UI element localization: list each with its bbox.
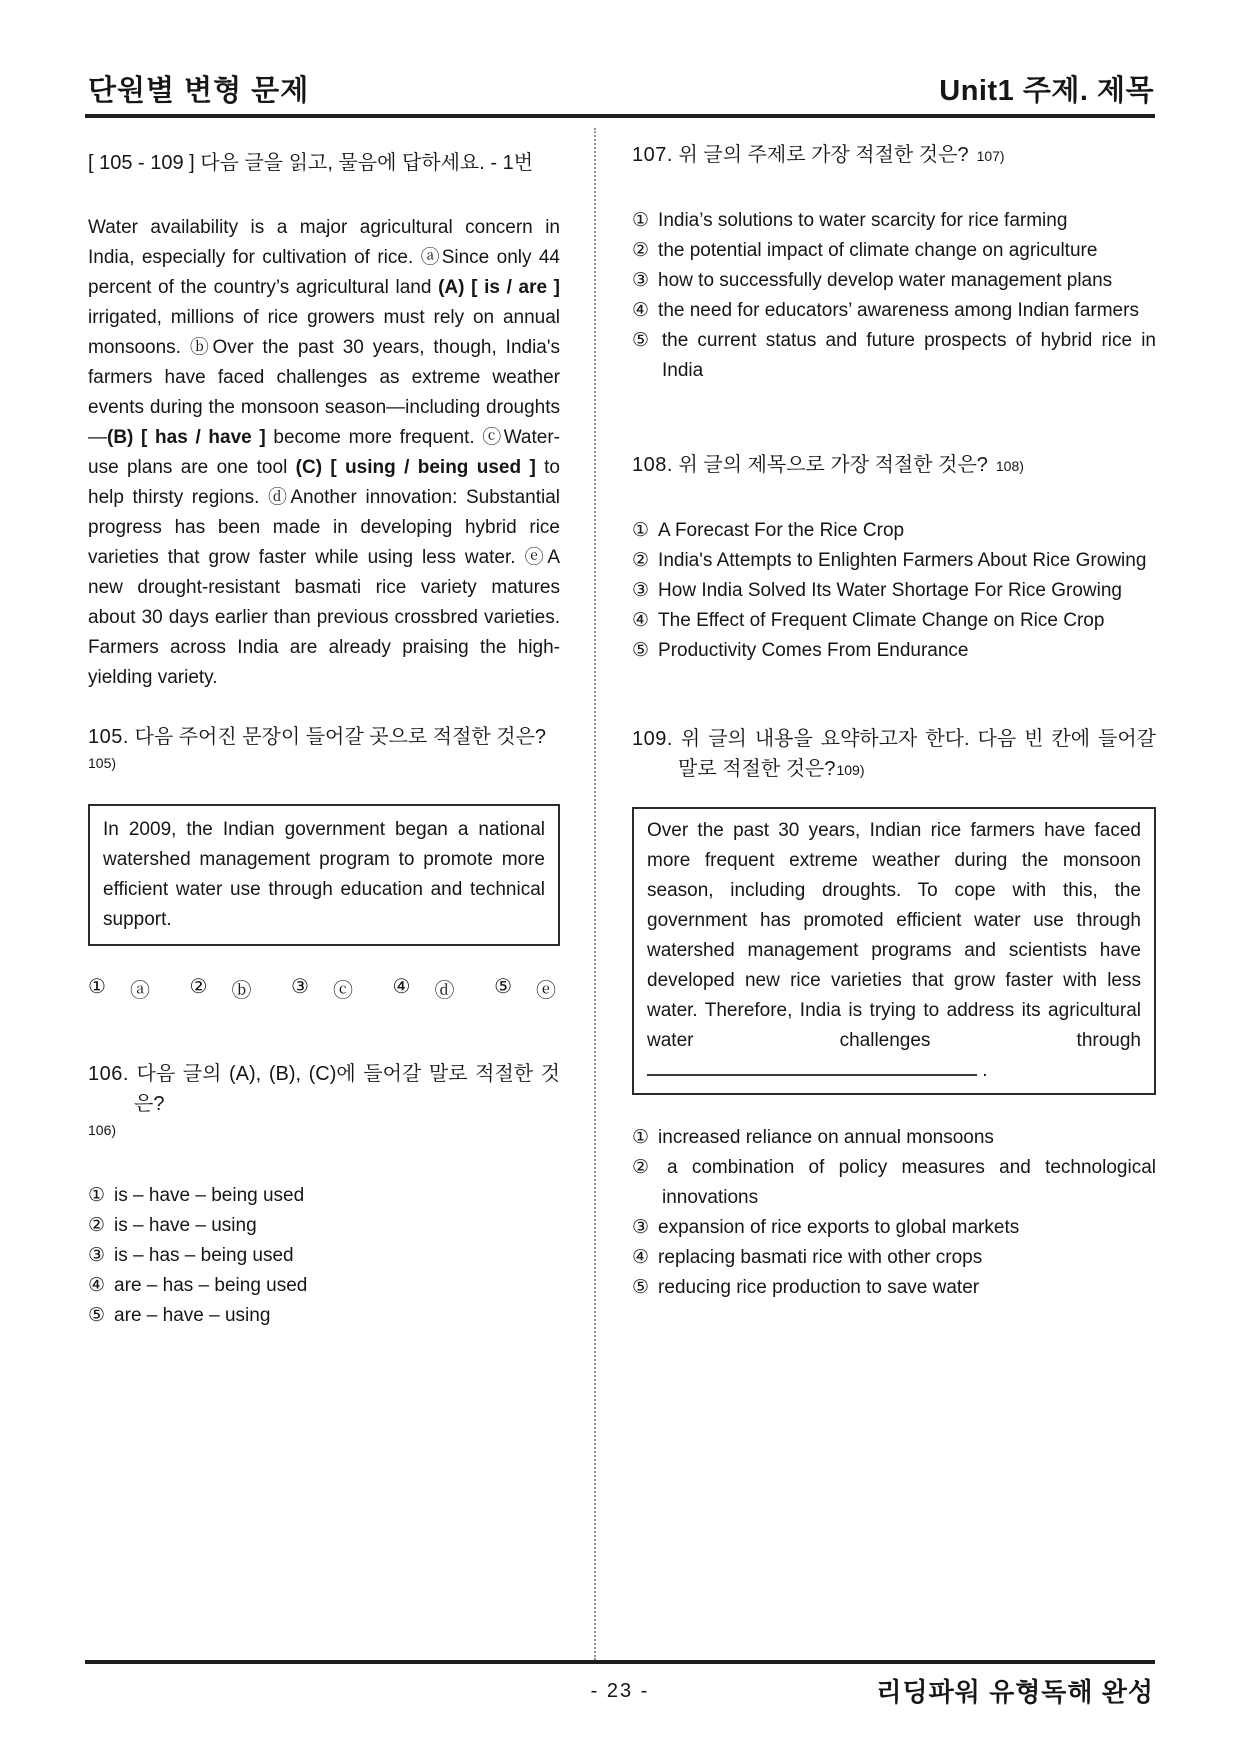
- option-letter: ⓐ: [129, 980, 150, 1002]
- question-109-number: 109.: [632, 728, 673, 750]
- question-105-footnote: 105): [88, 755, 117, 771]
- option-marker: ②: [88, 1215, 106, 1236]
- option-marker: ②: [632, 240, 650, 261]
- question-105-text: 다음 주어진 문장이 들어갈 곳으로 적절한 것은?: [134, 726, 547, 748]
- left-column: [88, 140, 560, 1331]
- option-marker: ②: [632, 550, 650, 571]
- question-106-text: 다음 글의 (A), (B), (C)에 들어갈 말로 적절한 것은?: [134, 1063, 560, 1115]
- option-marker: ①: [88, 976, 106, 998]
- option-marker: ⑤: [88, 1305, 106, 1326]
- option-text: India’s solutions to water scarcity for rice farming: [658, 210, 1068, 231]
- option-text: Productivity Comes From Endurance: [658, 640, 969, 661]
- blank-underline: [647, 1074, 977, 1076]
- question-108-number: 108.: [632, 454, 673, 476]
- q108-option-4: [632, 606, 1156, 636]
- q109-option-5: [632, 1273, 1156, 1303]
- option-marker: ④: [392, 976, 411, 998]
- q105-option-3: [291, 974, 353, 1003]
- q105-option-4: [393, 974, 455, 1003]
- question-109-text: 위 글의 내용을 요약하고자 한다. 다음 빈 칸에 들어갈 말로 적절한 것은?: [678, 728, 1156, 780]
- footer-rule: [85, 1660, 1155, 1664]
- q106-option-4: [88, 1271, 560, 1301]
- q105-option-1: [88, 974, 150, 1003]
- footer-brand-title: 리딩파워 유형독해 완성: [876, 1677, 1154, 1707]
- option-marker: ③: [632, 580, 650, 601]
- page-number: - 23 -: [590, 1680, 650, 1702]
- option-marker: ④: [88, 1275, 106, 1296]
- option-marker: ③: [88, 1245, 106, 1266]
- question-107-options: [632, 206, 1156, 386]
- option-marker: ①: [632, 520, 650, 541]
- option-letter: ⓑ: [231, 980, 252, 1002]
- option-text: the need for educators’ awareness among Indian farmers: [658, 300, 1139, 321]
- q107-option-5: [632, 326, 1156, 386]
- q106-option-2: [88, 1211, 560, 1241]
- question-109-footnote: 109): [836, 762, 865, 778]
- question-107-footnote: 107): [976, 148, 1005, 164]
- q109-option-1: [632, 1123, 1156, 1153]
- option-text: is – have – being used: [114, 1185, 305, 1206]
- q105-option-2: [190, 974, 252, 1003]
- question-107-title: [632, 140, 1156, 171]
- option-text: a combination of policy measures and technological innovations: [662, 1157, 1156, 1208]
- right-column: [632, 140, 1156, 1303]
- question-105-number: 105.: [88, 726, 129, 748]
- header-right-title: Unit1 주제. 제목: [939, 75, 1154, 107]
- option-text: reducing rice production to save water: [658, 1277, 980, 1298]
- question-106-options: [88, 1181, 560, 1331]
- option-marker: ④: [632, 300, 650, 321]
- q108-option-3: [632, 576, 1156, 606]
- header-rule: [85, 114, 1155, 118]
- header-left-title: 단원별 변형 문제: [88, 75, 310, 107]
- option-text: the current status and future prospects of hybrid rice in India: [661, 330, 1156, 381]
- option-text: is – have – using: [114, 1215, 257, 1236]
- q109-option-2: [632, 1153, 1156, 1213]
- question-107-number: 107.: [632, 144, 673, 166]
- option-text: are – has – being used: [114, 1275, 308, 1296]
- option-text: replacing basmati rice with other crops: [658, 1247, 983, 1268]
- question-105-title: [88, 722, 560, 752]
- option-text: A Forecast For the Rice Crop: [658, 520, 905, 541]
- question-106-title: [88, 1059, 560, 1119]
- given-sentence-box: In 2009, the Indian government began a national watershed management program to promote more efficient water use through education and technical support.: [88, 804, 560, 946]
- q107-option-1: [632, 206, 1156, 236]
- option-marker: ②: [632, 1157, 659, 1178]
- question-106-footnote: 106): [88, 1122, 117, 1138]
- option-text: the potential impact of climate change on agriculture: [658, 240, 1098, 261]
- q108-option-5: [632, 636, 1156, 666]
- option-letter: ⓒ: [332, 980, 353, 1002]
- option-marker: ①: [632, 210, 650, 231]
- option-text: The Effect of Frequent Climate Change on Rice Crop: [658, 610, 1105, 631]
- q106-option-5: [88, 1301, 560, 1331]
- option-marker: ③: [291, 976, 309, 998]
- q107-option-4: [632, 296, 1156, 326]
- q106-option-3: [88, 1241, 560, 1271]
- question-106-number: 106.: [88, 1063, 129, 1085]
- question-108-options: [632, 516, 1156, 666]
- q109-option-3: [632, 1213, 1156, 1243]
- option-text: How India Solved Its Water Shortage For Rice Growing: [658, 580, 1122, 601]
- option-marker: ⑤: [632, 640, 650, 661]
- option-marker: ⑤: [632, 1277, 650, 1298]
- q108-option-1: [632, 516, 1156, 546]
- passage-instruction: [ 105 - 109 ] 다음 글을 읽고, 물음에 답하세요. - 1번: [88, 152, 534, 174]
- option-text: India's Attempts to Enlighten Farmers About Rice Growing: [658, 550, 1147, 571]
- option-marker: ①: [88, 1185, 106, 1206]
- option-text: expansion of rice exports to global markets: [658, 1217, 1020, 1238]
- option-text: increased reliance on annual monsoons: [658, 1127, 994, 1148]
- question-105-options-row: [88, 974, 560, 1003]
- q105-option-5: [494, 974, 556, 1003]
- option-marker: ③: [632, 270, 650, 291]
- option-marker: ⑤: [494, 976, 512, 998]
- option-marker: ⑤: [632, 330, 653, 351]
- q109-option-4: [632, 1243, 1156, 1273]
- q106-option-1: [88, 1181, 560, 1211]
- option-marker: ④: [632, 610, 650, 631]
- option-text: are – have – using: [114, 1305, 271, 1326]
- option-letter: ⓔ: [536, 980, 556, 1002]
- option-text: is – has – being used: [114, 1245, 294, 1266]
- question-108-text: 위 글의 제목으로 가장 적절한 것은?: [678, 454, 988, 476]
- q107-option-3: [632, 266, 1156, 296]
- option-marker: ④: [632, 1247, 650, 1268]
- question-107-text: 위 글의 주제로 가장 적절한 것은?: [678, 144, 969, 166]
- option-marker: ①: [632, 1127, 650, 1148]
- q107-option-2: [632, 236, 1156, 266]
- question-108-footnote: 108): [995, 458, 1024, 474]
- question-109-title: [632, 724, 1156, 785]
- column-divider: [594, 128, 596, 1660]
- option-letter: ⓓ: [434, 980, 455, 1002]
- option-marker: ③: [632, 1217, 650, 1238]
- summary-box: Over the past 30 years, Indian rice farmers have faced more frequent extreme weather during the monsoon season, including droughts. To cope with this, the government has promoted efficient water use through watershed management programs and scientists have developed new rice varieties that grow faster with less water. Therefore, India is trying to address its agricultural water challenges through .: [632, 807, 1156, 1095]
- q108-option-2: [632, 546, 1156, 576]
- question-109-options: [632, 1123, 1156, 1303]
- reading-passage: Water availability is a major agricultural concern in India, especially for cultivation of rice. ⓐSince only 44 percent of the country’s agricultural land (A) [ is / are ] irrigated, millions of rice growers must rely on annual monsoons. ⓑOver the past 30 years, though, India's farmers have faced challenges as extreme weather events during the monsoon season—including droughts—(B) [ has / have ] become more frequent. ⓒWater-use plans are one tool (C) [ using / being used ] to help thirsty regions. ⓓAnother innovation: Substantial progress has been made in developing hybrid rice varieties that grow faster while using less water. ⓔA new drought-resistant basmati rice variety matures about 30 days earlier than previous crossbred varieties. Farmers across India are already praising the high-yielding variety.: [88, 217, 561, 688]
- option-marker: ②: [189, 976, 208, 998]
- option-text: how to successfully develop water management plans: [658, 270, 1113, 291]
- question-108-title: [632, 450, 1156, 481]
